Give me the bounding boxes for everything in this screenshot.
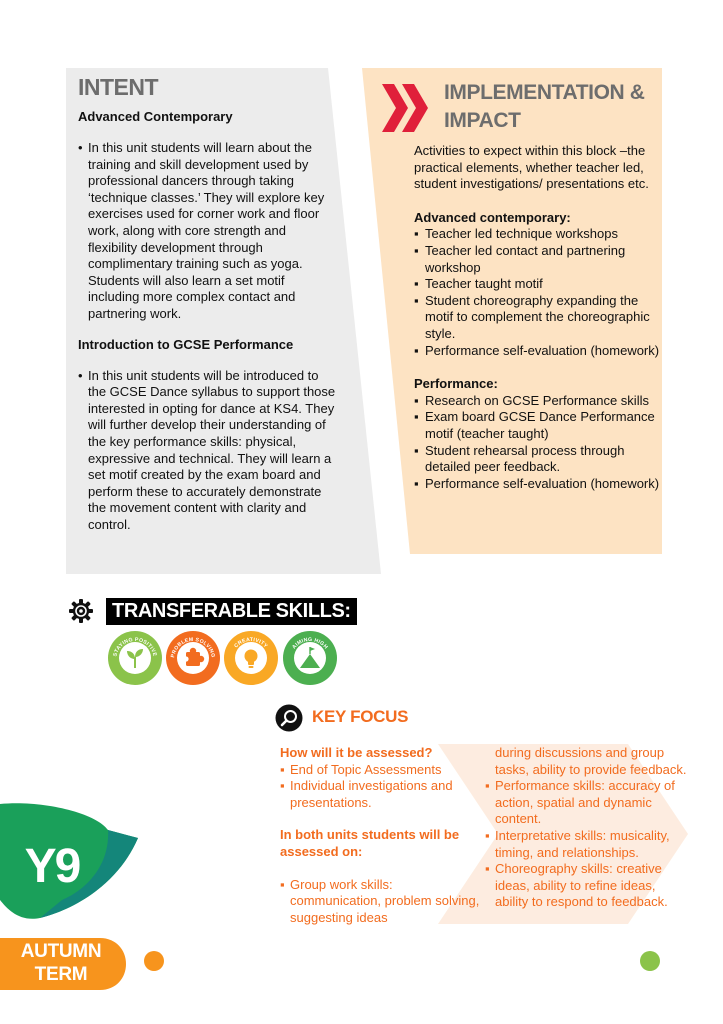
- list-item: ▪ Performance self-evaluation (homework): [414, 342, 660, 358]
- bullet-square: ▪: [280, 876, 285, 892]
- section1-heading: Advanced contemporary:: [414, 209, 571, 225]
- staying-positive-badge: [107, 630, 163, 686]
- list-item: ▪ Student rehearsal process through detailed peer feedback.: [414, 442, 625, 475]
- magnifier-icon: [275, 704, 303, 732]
- bullet-square: ▪: [280, 761, 285, 777]
- bullet-square: ▪: [414, 409, 419, 425]
- bullet-square: ▪: [414, 226, 419, 242]
- intent-title: INTENT: [78, 74, 159, 100]
- unit2-bullet: [78, 368, 338, 534]
- term-line2: TERM: [34, 964, 88, 985]
- creativity-badge: [223, 630, 279, 686]
- implementation-body: [414, 143, 664, 492]
- skills-list-right: [485, 778, 690, 911]
- bullet-square: ▪: [485, 778, 490, 794]
- badge-label: CREATIVITY: [233, 636, 269, 650]
- bullet-square: ▪: [485, 827, 490, 843]
- intent-section: [78, 74, 338, 533]
- transferable-skills-title: TRANSFERABLE SKILLS:: [106, 598, 357, 625]
- list-item: ▪ Individual investigations and presentations.: [280, 778, 453, 810]
- badge-label: AIMING HIGH: [291, 636, 329, 651]
- list-item: ▪ Teacher taught motif: [414, 276, 543, 292]
- list-item: ▪ Student choreography expanding the motif to complement the choreographic style.: [414, 292, 650, 341]
- section2-heading: Performance:: [414, 376, 498, 392]
- gear-icon: [68, 598, 94, 624]
- bullet-dot: •: [78, 140, 83, 155]
- key-focus-left-column: [280, 745, 480, 926]
- assess-list: [280, 762, 480, 812]
- unit2-heading: Introduction to GCSE Performance: [78, 336, 294, 352]
- unit2-text: In this unit students will be introduced to the GCSE Dance syllabus to support those interested in opting for dance at KS4. They will further develop their understanding of the key performance skills: physical, expressive and technical. They will learn a set motif created by the exam board and perform these to accurately demonstrate the movement content with clarity and control.: [88, 367, 336, 532]
- skills-list-left: [280, 877, 480, 927]
- double-chevron-icon: [382, 80, 436, 136]
- bullet-dot: •: [78, 367, 83, 383]
- bullet-square: ▪: [414, 242, 419, 258]
- implementation-intro: Activities to expect within this block –the practical elements, whether teacher led, student investigations/ presentations etc.: [414, 143, 649, 192]
- term-label: [0, 940, 122, 986]
- bullet-square: ▪: [414, 392, 419, 408]
- assess-heading: How will it be assessed?: [280, 745, 433, 760]
- timeline-start-dot: [144, 951, 164, 971]
- both-units-heading: In both units students will be assessed on:: [280, 827, 460, 859]
- year-label: Y9: [24, 840, 80, 893]
- section2-list: [414, 393, 664, 493]
- implementation-title: [444, 79, 664, 135]
- bullet-square: ▪: [485, 861, 490, 877]
- list-item: ▪ Group work skills: communication, problem solving, suggesting ideas: [280, 876, 480, 925]
- problem-solving-badge: [165, 630, 221, 686]
- badge-label: PROBLEM SOLVING: [170, 636, 216, 659]
- bullet-square: ▪: [414, 475, 419, 491]
- list-item: ▪ Interpretative skills: musicality, timing, and relationships.: [485, 827, 670, 860]
- bullet-square: ▪: [414, 342, 419, 358]
- group-work-continuation: during discussions and group tasks, ability to provide feedback.: [495, 745, 687, 777]
- timeline-end-dot: [640, 951, 660, 971]
- aiming-high-badge: [282, 630, 338, 686]
- list-item: ▪ Teacher led contact and partnering workshop: [414, 242, 626, 275]
- unit1-bullet: [78, 140, 338, 323]
- term-line1: AUTUMN: [20, 941, 102, 962]
- list-item: ▪ End of Topic Assessments: [280, 761, 442, 777]
- list-item: ▪ Performance skills: accuracy of action, spatial and dynamic content.: [485, 778, 675, 827]
- implementation-title-line1: IMPLEMENTATION &: [444, 81, 645, 104]
- term-timeline: [140, 948, 665, 974]
- year-badge: [0, 800, 140, 920]
- unit1-heading: Advanced Contemporary: [78, 109, 233, 124]
- bullet-square: ▪: [414, 276, 419, 292]
- list-item: ▪ Choreography skills: creative ideas, ability to refine ideas, ability to respond to feedback.: [485, 861, 668, 910]
- bullet-square: ▪: [414, 442, 419, 458]
- implementation-title-line2: IMPACT: [444, 109, 521, 132]
- bullet-square: ▪: [280, 778, 285, 794]
- list-item: ▪ Performance self-evaluation (homework): [414, 475, 660, 491]
- list-item: ▪ Research on GCSE Performance skills: [414, 392, 649, 408]
- bullet-square: ▪: [414, 292, 419, 308]
- list-item: ▪ Exam board GCSE Dance Performance motif (teacher taught): [414, 409, 655, 441]
- list-item: ▪ Teacher led technique workshops: [414, 226, 618, 242]
- key-focus-right-column: [485, 745, 690, 911]
- unit1-text: In this unit students will learn about the training and skill development used by professional dancers through taking ‘technique classes.’ They will explore key exercises used for corner work and floor work, along with core strength and flexibility development through complimentary training such as yoga. Students will also learn a set motif including more complex contact and partnering work.: [88, 140, 325, 321]
- section1-list: [414, 226, 664, 359]
- key-focus-title: KEY FOCUS: [312, 707, 409, 726]
- badge-label: STAYING POSITIVE: [112, 636, 158, 658]
